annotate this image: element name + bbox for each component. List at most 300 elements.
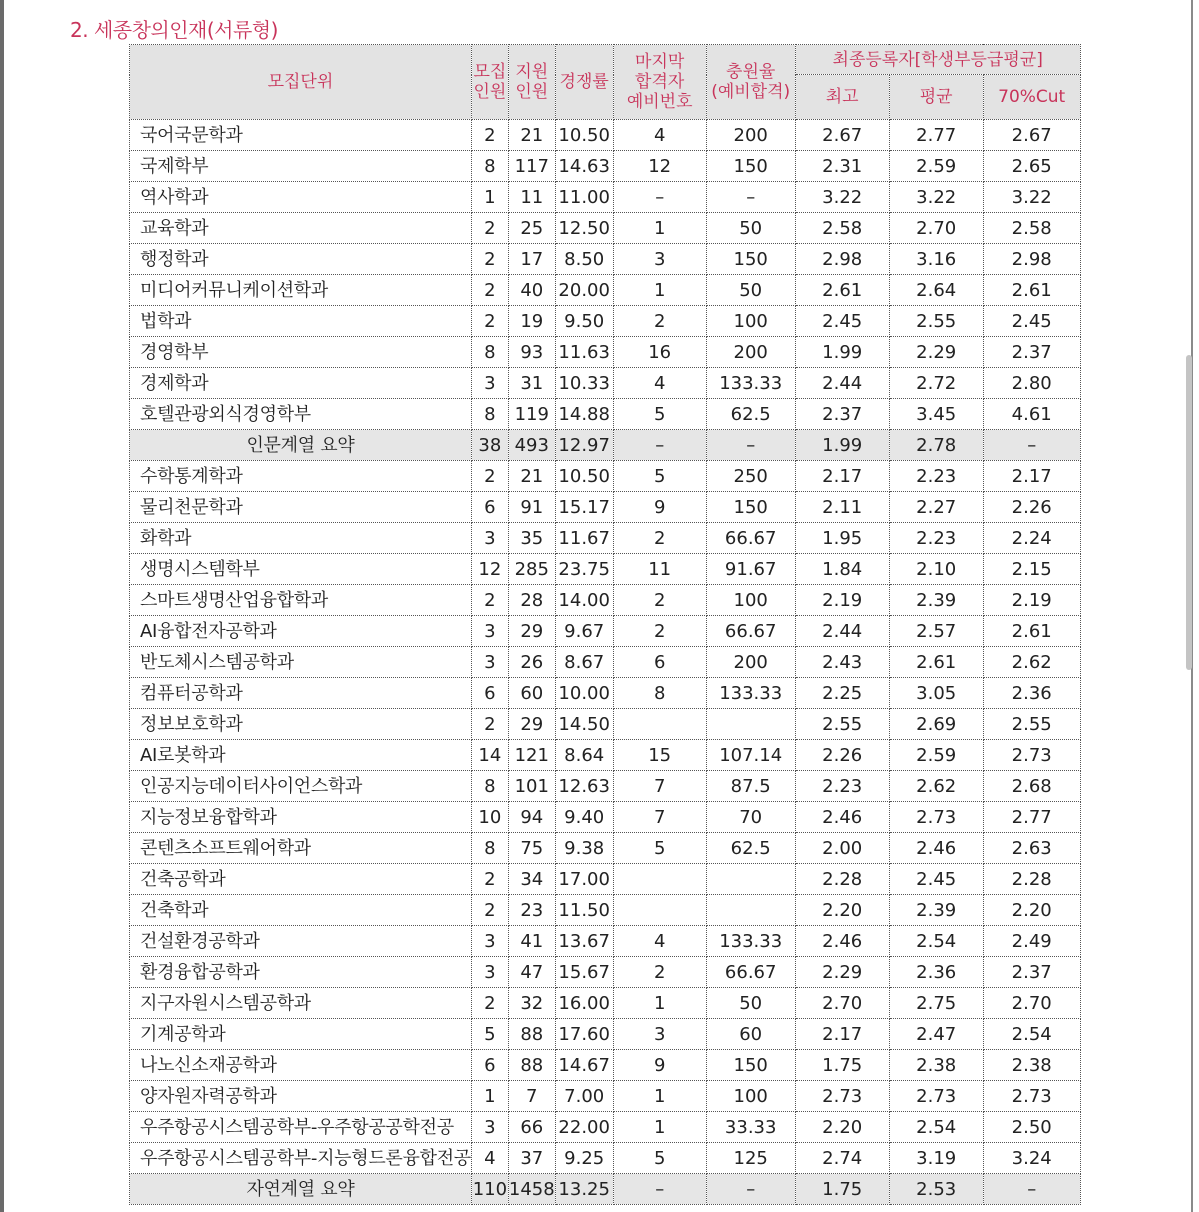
avg-grade-cell: 2.78 — [889, 430, 983, 461]
cut70-cell: 2.36 — [983, 678, 1080, 709]
cut70-cell: 2.19 — [983, 585, 1080, 616]
best-grade-cell: 2.20 — [795, 1112, 889, 1143]
avg-grade-cell: 2.45 — [889, 864, 983, 895]
waitlist-cell: 1 — [613, 1112, 706, 1143]
avg-grade-cell: 2.73 — [889, 1081, 983, 1112]
fill-rate-cell: 150 — [706, 244, 795, 275]
unit-name: 행정학과 — [130, 244, 472, 275]
cut70-cell: 2.68 — [983, 771, 1080, 802]
waitlist-cell: – — [613, 430, 706, 461]
fill-rate-cell: 66.67 — [706, 957, 795, 988]
avg-grade-cell: 2.75 — [889, 988, 983, 1019]
fill-rate-cell: – — [706, 1174, 795, 1205]
header-quota — [471, 45, 508, 120]
avg-grade-cell: 2.27 — [889, 492, 983, 523]
quota-cell: 2 — [471, 306, 508, 337]
unit-name: 수학통계학과 — [130, 461, 472, 492]
best-grade-cell: 2.74 — [795, 1143, 889, 1174]
quota-cell: 8 — [471, 399, 508, 430]
table-row — [130, 957, 1081, 988]
fill-rate-cell: – — [706, 182, 795, 213]
best-grade-cell: 2.73 — [795, 1081, 889, 1112]
applicants-cell: 11 — [508, 182, 555, 213]
cut70-cell: 2.15 — [983, 554, 1080, 585]
cut70-cell: 2.70 — [983, 988, 1080, 1019]
fill-rate-cell: 70 — [706, 802, 795, 833]
applicants-cell: 35 — [508, 523, 555, 554]
quota-cell: 6 — [471, 492, 508, 523]
cut70-cell: 2.20 — [983, 895, 1080, 926]
applicants-cell: 88 — [508, 1050, 555, 1081]
table-row — [130, 740, 1081, 771]
waitlist-cell: 16 — [613, 337, 706, 368]
waitlist-cell: 15 — [613, 740, 706, 771]
quota-cell: 3 — [471, 616, 508, 647]
avg-grade-cell: 2.36 — [889, 957, 983, 988]
quota-cell: 14 — [471, 740, 508, 771]
applicants-cell: 94 — [508, 802, 555, 833]
fill-rate-cell — [706, 709, 795, 740]
quota-cell: 2 — [471, 585, 508, 616]
applicants-cell: 19 — [508, 306, 555, 337]
header-final-group: 최종등록자[학생부등급평균] — [795, 45, 1080, 75]
unit-name: 자연계열 요약 — [130, 1174, 472, 1205]
cut70-cell: 2.28 — [983, 864, 1080, 895]
best-grade-cell: 2.44 — [795, 368, 889, 399]
quota-cell: 2 — [471, 244, 508, 275]
best-grade-cell: 2.17 — [795, 1019, 889, 1050]
unit-name: 양자원자력공학과 — [130, 1081, 472, 1112]
table-row — [130, 337, 1081, 368]
applicants-cell: 28 — [508, 585, 555, 616]
table-row — [130, 771, 1081, 802]
table-row — [130, 368, 1081, 399]
best-grade-cell: 2.46 — [795, 802, 889, 833]
waitlist-cell: 2 — [613, 585, 706, 616]
waitlist-cell: 3 — [613, 244, 706, 275]
fill-rate-cell: 50 — [706, 275, 795, 306]
fill-rate-cell — [706, 895, 795, 926]
quota-cell: 2 — [471, 275, 508, 306]
cut70-cell: 2.73 — [983, 740, 1080, 771]
quota-cell: 1 — [471, 1081, 508, 1112]
avg-grade-cell: 2.61 — [889, 647, 983, 678]
cut70-cell: 2.62 — [983, 647, 1080, 678]
avg-grade-cell: 3.22 — [889, 182, 983, 213]
ratio-cell: 12.97 — [555, 430, 613, 461]
quota-cell: 3 — [471, 926, 508, 957]
waitlist-cell: 4 — [613, 368, 706, 399]
applicants-cell: 34 — [508, 864, 555, 895]
ratio-cell: 14.50 — [555, 709, 613, 740]
best-grade-cell: 2.61 — [795, 275, 889, 306]
ratio-cell: 7.00 — [555, 1081, 613, 1112]
unit-name: 물리천문학과 — [130, 492, 472, 523]
best-grade-cell: 2.25 — [795, 678, 889, 709]
applicants-cell: 41 — [508, 926, 555, 957]
ratio-cell: 14.88 — [555, 399, 613, 430]
cut70-cell: 2.63 — [983, 833, 1080, 864]
unit-name: 우주항공시스템공학부-지능형드론융합전공 — [130, 1143, 472, 1174]
ratio-cell: 12.63 — [555, 771, 613, 802]
quota-cell: 2 — [471, 864, 508, 895]
best-grade-cell: 1.95 — [795, 523, 889, 554]
fill-rate-cell: 100 — [706, 585, 795, 616]
quota-cell: 3 — [471, 957, 508, 988]
unit-name: 호텔관광외식경영학부 — [130, 399, 472, 430]
applicants-cell: 60 — [508, 678, 555, 709]
waitlist-cell: 2 — [613, 616, 706, 647]
header-quota-line2: 인원 — [473, 82, 507, 102]
waitlist-cell: 9 — [613, 492, 706, 523]
best-grade-cell: 2.31 — [795, 151, 889, 182]
fill-rate-cell: 250 — [706, 461, 795, 492]
best-grade-cell: 1.84 — [795, 554, 889, 585]
applicants-cell: 7 — [508, 1081, 555, 1112]
applicants-cell: 1458 — [508, 1174, 555, 1205]
ratio-cell: 11.50 — [555, 895, 613, 926]
best-grade-cell: 2.43 — [795, 647, 889, 678]
waitlist-cell — [613, 895, 706, 926]
ratio-cell: 9.38 — [555, 833, 613, 864]
quota-cell: 3 — [471, 647, 508, 678]
avg-grade-cell: 2.46 — [889, 833, 983, 864]
fill-rate-cell: 200 — [706, 337, 795, 368]
unit-name: 법학과 — [130, 306, 472, 337]
unit-name: 스마트생명산업융합학과 — [130, 585, 472, 616]
quota-cell: 8 — [471, 771, 508, 802]
avg-grade-cell: 2.57 — [889, 616, 983, 647]
applicants-cell: 29 — [508, 616, 555, 647]
ratio-cell: 13.25 — [555, 1174, 613, 1205]
waitlist-cell: 12 — [613, 151, 706, 182]
table-row — [130, 306, 1081, 337]
waitlist-cell — [613, 864, 706, 895]
unit-name: 국어국문학과 — [130, 120, 472, 151]
avg-grade-cell: 2.54 — [889, 926, 983, 957]
applicants-cell: 93 — [508, 337, 555, 368]
ratio-cell: 9.67 — [555, 616, 613, 647]
summary-row — [130, 1174, 1081, 1205]
waitlist-cell: – — [613, 182, 706, 213]
applicants-cell: 493 — [508, 430, 555, 461]
waitlist-cell: 2 — [613, 306, 706, 337]
applicants-cell: 101 — [508, 771, 555, 802]
unit-name: 건설환경공학과 — [130, 926, 472, 957]
ratio-cell: 8.67 — [555, 647, 613, 678]
fill-rate-cell: 200 — [706, 120, 795, 151]
fill-rate-cell: 150 — [706, 151, 795, 182]
fill-rate-cell: 66.67 — [706, 616, 795, 647]
waitlist-cell: 11 — [613, 554, 706, 585]
ratio-cell: 10.50 — [555, 120, 613, 151]
quota-cell: 8 — [471, 337, 508, 368]
table-row — [130, 1112, 1081, 1143]
waitlist-cell: 9 — [613, 1050, 706, 1081]
applicants-cell: 37 — [508, 1143, 555, 1174]
best-grade-cell: 2.23 — [795, 771, 889, 802]
table-row — [130, 1050, 1081, 1081]
cut70-cell: 2.58 — [983, 213, 1080, 244]
waitlist-cell: 3 — [613, 1019, 706, 1050]
table-row — [130, 182, 1081, 213]
ratio-cell: 12.50 — [555, 213, 613, 244]
table-row — [130, 151, 1081, 182]
waitlist-cell: 5 — [613, 833, 706, 864]
avg-grade-cell: 3.16 — [889, 244, 983, 275]
waitlist-cell: 5 — [613, 1143, 706, 1174]
best-grade-cell: 2.00 — [795, 833, 889, 864]
table-row — [130, 554, 1081, 585]
cut70-cell: 2.98 — [983, 244, 1080, 275]
unit-name: 환경융합공학과 — [130, 957, 472, 988]
ratio-cell: 9.40 — [555, 802, 613, 833]
table-row — [130, 926, 1081, 957]
ratio-cell: 13.67 — [555, 926, 613, 957]
fill-rate-cell: 60 — [706, 1019, 795, 1050]
avg-grade-cell: 3.45 — [889, 399, 983, 430]
best-grade-cell: 2.28 — [795, 864, 889, 895]
cut70-cell: 2.24 — [983, 523, 1080, 554]
ratio-cell: 14.67 — [555, 1050, 613, 1081]
best-grade-cell: 2.45 — [795, 306, 889, 337]
waitlist-cell: 8 — [613, 678, 706, 709]
unit-name: 지구자원시스템공학과 — [130, 988, 472, 1019]
cut70-cell: 2.49 — [983, 926, 1080, 957]
ratio-cell: 10.00 — [555, 678, 613, 709]
cut70-cell: 2.73 — [983, 1081, 1080, 1112]
fill-rate-cell — [706, 864, 795, 895]
waitlist-cell: 1 — [613, 275, 706, 306]
applicants-cell: 21 — [508, 120, 555, 151]
waitlist-cell: 1 — [613, 1081, 706, 1112]
applicants-cell: 17 — [508, 244, 555, 275]
avg-grade-cell: 2.64 — [889, 275, 983, 306]
applicants-cell: 119 — [508, 399, 555, 430]
applicants-cell: 47 — [508, 957, 555, 988]
best-grade-cell: 1.99 — [795, 337, 889, 368]
best-grade-cell: 2.70 — [795, 988, 889, 1019]
best-grade-cell: 2.98 — [795, 244, 889, 275]
header-waitlist-line2: 합격자 — [635, 72, 685, 92]
ratio-cell: 23.75 — [555, 554, 613, 585]
avg-grade-cell: 2.73 — [889, 802, 983, 833]
applicants-cell: 88 — [508, 1019, 555, 1050]
table-row — [130, 647, 1081, 678]
quota-cell: 3 — [471, 523, 508, 554]
table-row — [130, 1081, 1081, 1112]
waitlist-cell: 7 — [613, 802, 706, 833]
header-quota-line1: 모집 — [473, 62, 507, 82]
best-grade-cell: 1.99 — [795, 430, 889, 461]
quota-cell: 38 — [471, 430, 508, 461]
ratio-cell: 15.17 — [555, 492, 613, 523]
ratio-cell: 14.63 — [555, 151, 613, 182]
unit-name: 생명시스템학부 — [130, 554, 472, 585]
best-grade-cell: 2.26 — [795, 740, 889, 771]
table-row — [130, 585, 1081, 616]
waitlist-cell: 4 — [613, 926, 706, 957]
header-applicants-line2: 인원 — [515, 82, 549, 102]
unit-name: 교육학과 — [130, 213, 472, 244]
applicants-cell: 32 — [508, 988, 555, 1019]
cut70-cell: 4.61 — [983, 399, 1080, 430]
table-row — [130, 864, 1081, 895]
best-grade-cell: 1.75 — [795, 1174, 889, 1205]
avg-grade-cell: 3.05 — [889, 678, 983, 709]
waitlist-cell: 5 — [613, 399, 706, 430]
scrollbar[interactable] — [1186, 355, 1192, 670]
avg-grade-cell: 2.59 — [889, 151, 983, 182]
avg-grade-cell: 2.47 — [889, 1019, 983, 1050]
quota-cell: 6 — [471, 678, 508, 709]
table-row — [130, 461, 1081, 492]
waitlist-cell: 6 — [613, 647, 706, 678]
cut70-cell: 2.80 — [983, 368, 1080, 399]
quota-cell: 3 — [471, 368, 508, 399]
unit-name: 정보보호학과 — [130, 709, 472, 740]
fill-rate-cell: 100 — [706, 306, 795, 337]
quota-cell: 10 — [471, 802, 508, 833]
quota-cell: 110 — [471, 1174, 508, 1205]
unit-name: 국제학부 — [130, 151, 472, 182]
cut70-cell: 2.38 — [983, 1050, 1080, 1081]
best-grade-cell: 1.75 — [795, 1050, 889, 1081]
applicants-cell: 26 — [508, 647, 555, 678]
cut70-cell: 2.17 — [983, 461, 1080, 492]
fill-rate-cell: 50 — [706, 213, 795, 244]
table-row — [130, 833, 1081, 864]
fill-rate-cell: 66.67 — [706, 523, 795, 554]
avg-grade-cell: 2.54 — [889, 1112, 983, 1143]
unit-name: 화학과 — [130, 523, 472, 554]
quota-cell: 6 — [471, 1050, 508, 1081]
avg-grade-cell: 2.10 — [889, 554, 983, 585]
table-row — [130, 1019, 1081, 1050]
table-row — [130, 275, 1081, 306]
header-waitlist-line1: 마지막 — [635, 52, 685, 72]
quota-cell: 4 — [471, 1143, 508, 1174]
unit-name: AI융합전자공학과 — [130, 616, 472, 647]
table-row — [130, 523, 1081, 554]
applicants-cell: 29 — [508, 709, 555, 740]
avg-grade-cell: 2.77 — [889, 120, 983, 151]
unit-name: 우주항공시스템공학부-우주항공공학전공 — [130, 1112, 472, 1143]
fill-rate-cell: 133.33 — [706, 678, 795, 709]
avg-grade-cell: 2.23 — [889, 461, 983, 492]
best-grade-cell: 2.44 — [795, 616, 889, 647]
cut70-cell: 2.61 — [983, 616, 1080, 647]
quota-cell: 12 — [471, 554, 508, 585]
fill-rate-cell: 87.5 — [706, 771, 795, 802]
avg-grade-cell: 2.62 — [889, 771, 983, 802]
avg-grade-cell: 2.72 — [889, 368, 983, 399]
quota-cell: 8 — [471, 151, 508, 182]
waitlist-cell: 1 — [613, 988, 706, 1019]
table-row — [130, 709, 1081, 740]
avg-grade-cell: 2.39 — [889, 895, 983, 926]
cut70-cell: – — [983, 430, 1080, 461]
applicants-cell: 21 — [508, 461, 555, 492]
cut70-cell: 2.26 — [983, 492, 1080, 523]
quota-cell: 3 — [471, 1112, 508, 1143]
table-row — [130, 895, 1081, 926]
summary-row — [130, 430, 1081, 461]
unit-name: 경영학부 — [130, 337, 472, 368]
cut70-cell: 2.37 — [983, 957, 1080, 988]
applicants-cell: 117 — [508, 151, 555, 182]
waitlist-cell — [613, 709, 706, 740]
unit-name: 나노신소재공학과 — [130, 1050, 472, 1081]
fill-rate-cell: 50 — [706, 988, 795, 1019]
avg-grade-cell: 2.70 — [889, 213, 983, 244]
unit-name: AI로봇학과 — [130, 740, 472, 771]
waitlist-cell: – — [613, 1174, 706, 1205]
ratio-cell: 11.00 — [555, 182, 613, 213]
avg-grade-cell: 2.23 — [889, 523, 983, 554]
waitlist-cell: 7 — [613, 771, 706, 802]
fill-rate-cell: – — [706, 430, 795, 461]
applicants-cell: 66 — [508, 1112, 555, 1143]
unit-name: 경제학과 — [130, 368, 472, 399]
cut70-cell: 2.37 — [983, 337, 1080, 368]
fill-rate-cell: 62.5 — [706, 399, 795, 430]
applicants-cell: 91 — [508, 492, 555, 523]
cut70-cell: 2.67 — [983, 120, 1080, 151]
table-body — [130, 120, 1081, 1205]
cut70-cell: 3.24 — [983, 1143, 1080, 1174]
ratio-cell: 15.67 — [555, 957, 613, 988]
ratio-cell: 10.33 — [555, 368, 613, 399]
best-grade-cell: 2.29 — [795, 957, 889, 988]
best-grade-cell: 2.67 — [795, 120, 889, 151]
header-fill-line1: 충원율 — [726, 62, 776, 82]
header-ratio: 경쟁률 — [555, 45, 613, 120]
cut70-cell: 2.54 — [983, 1019, 1080, 1050]
header-best: 최고 — [795, 75, 889, 120]
cut70-cell: 2.55 — [983, 709, 1080, 740]
waitlist-cell: 1 — [613, 213, 706, 244]
ratio-cell: 14.00 — [555, 585, 613, 616]
quota-cell: 1 — [471, 182, 508, 213]
cut70-cell: – — [983, 1174, 1080, 1205]
unit-name: 인공지능데이터사이언스학과 — [130, 771, 472, 802]
quota-cell: 2 — [471, 213, 508, 244]
table-row — [130, 678, 1081, 709]
quota-cell: 2 — [471, 709, 508, 740]
unit-name: 미디어커뮤니케이션학과 — [130, 275, 472, 306]
ratio-cell: 10.50 — [555, 461, 613, 492]
header-applicants — [508, 45, 555, 120]
header-applicants-line1: 지원 — [515, 62, 549, 82]
header-unit: 모집단위 — [130, 45, 472, 120]
best-grade-cell: 2.11 — [795, 492, 889, 523]
ratio-cell: 22.00 — [555, 1112, 613, 1143]
fill-rate-cell: 100 — [706, 1081, 795, 1112]
applicants-cell: 23 — [508, 895, 555, 926]
quota-cell: 2 — [471, 895, 508, 926]
avg-grade-cell: 2.29 — [889, 337, 983, 368]
header-last-waitlist — [613, 45, 706, 120]
unit-name: 역사학과 — [130, 182, 472, 213]
unit-name: 지능정보융합학과 — [130, 802, 472, 833]
ratio-cell: 17.00 — [555, 864, 613, 895]
applicants-cell: 40 — [508, 275, 555, 306]
ratio-cell: 11.67 — [555, 523, 613, 554]
avg-grade-cell: 2.69 — [889, 709, 983, 740]
fill-rate-cell: 125 — [706, 1143, 795, 1174]
fill-rate-cell: 91.67 — [706, 554, 795, 585]
